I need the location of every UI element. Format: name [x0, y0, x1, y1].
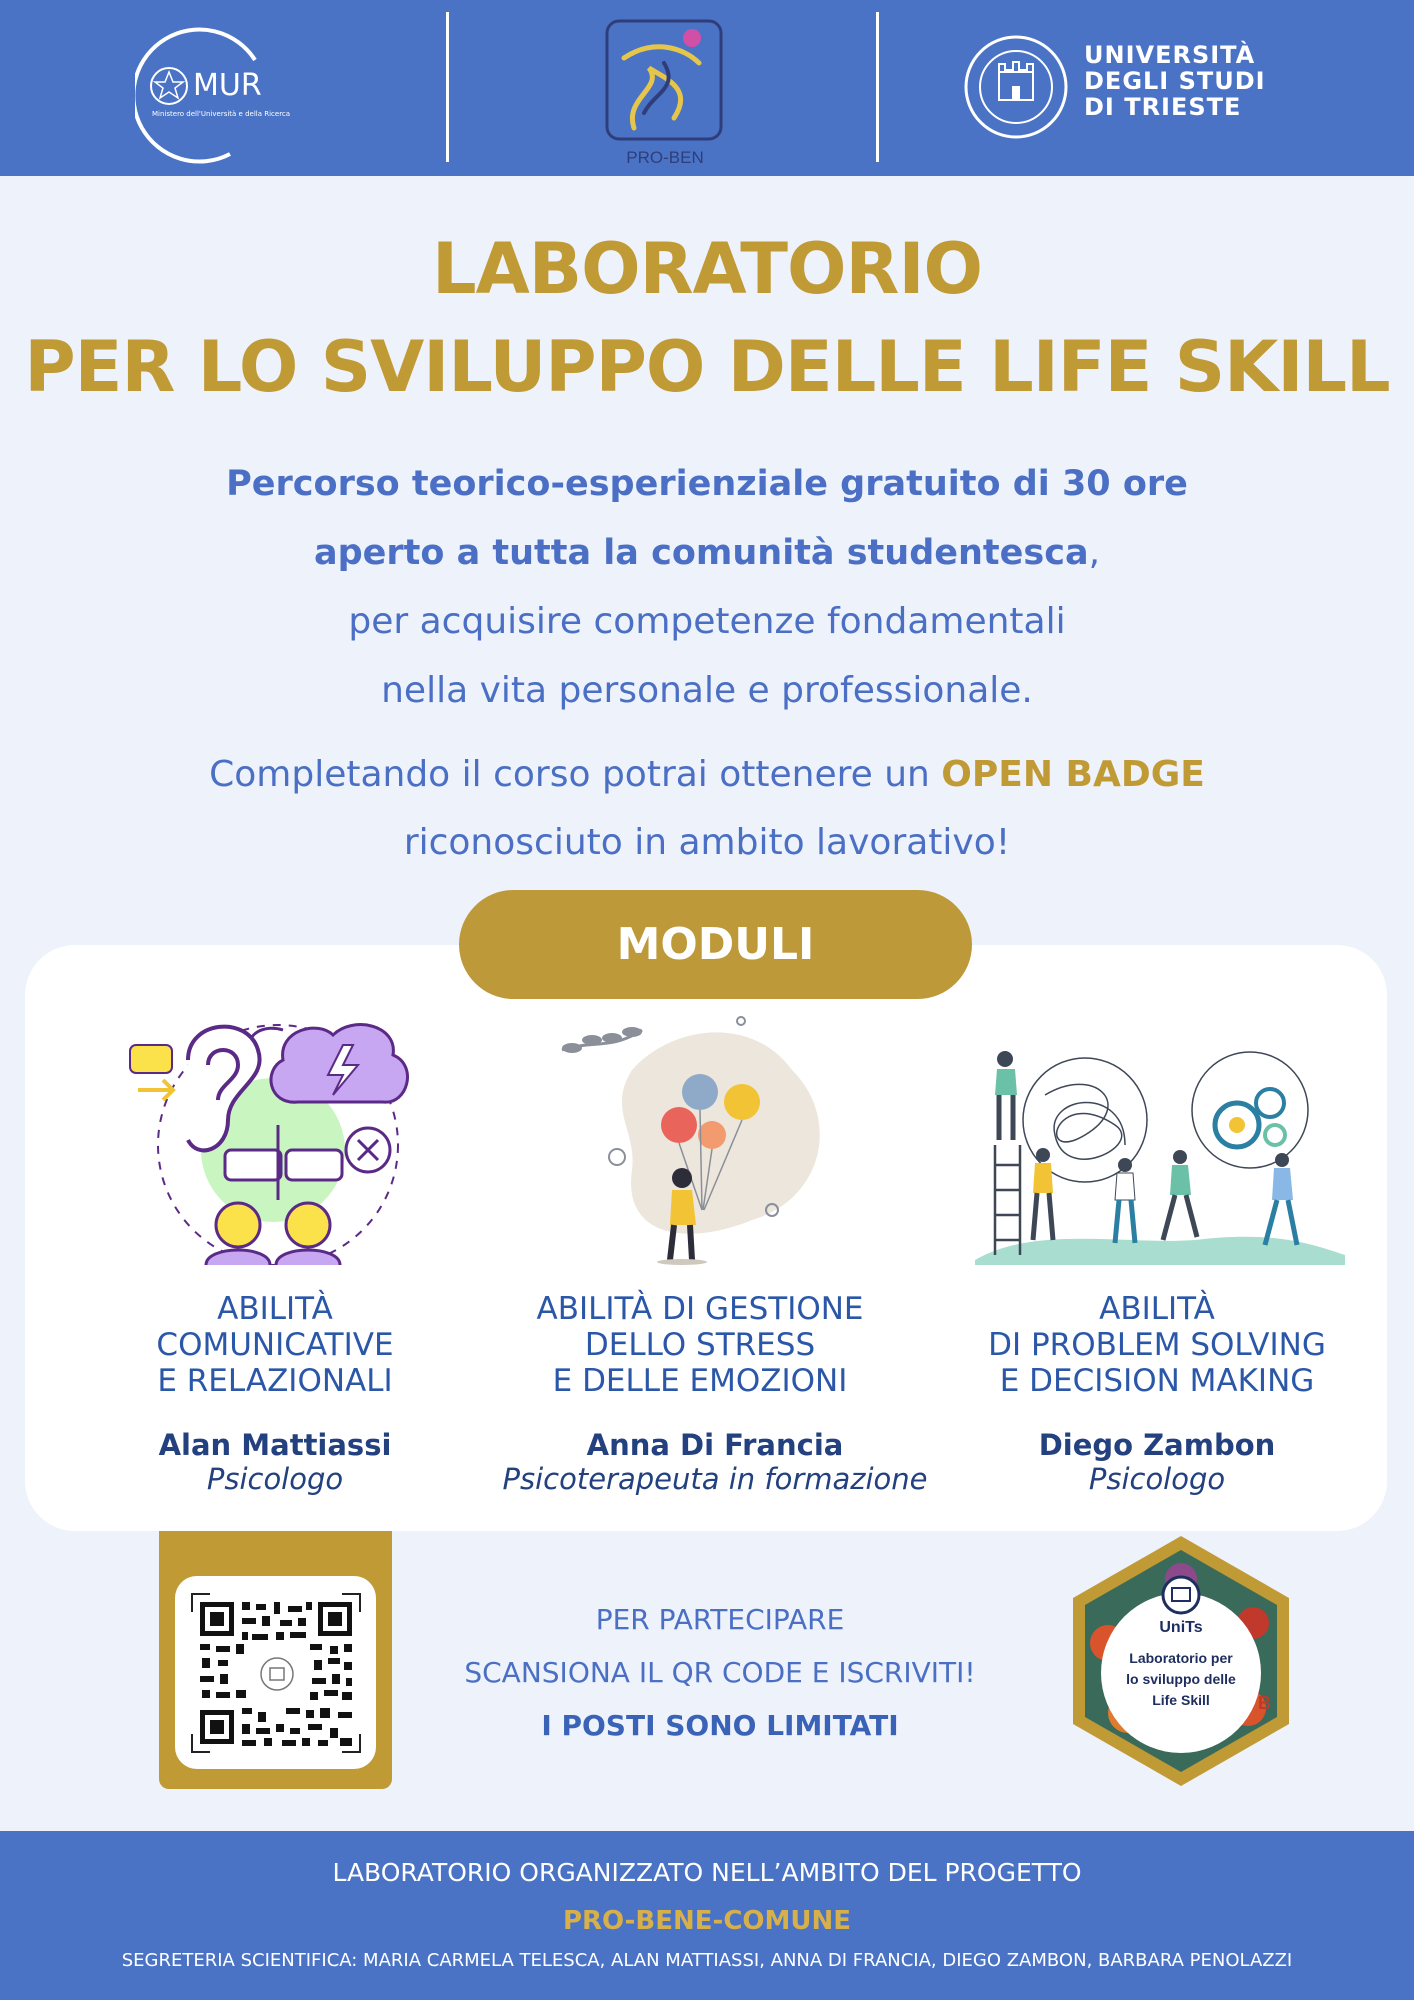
- module-teacher-role: Psicoterapeuta in formazione: [502, 1462, 928, 1496]
- intro-line-1: Percorso teorico-esperienziale gratuito di 30 ore: [226, 464, 1188, 504]
- intro-line-5: [0, 754, 1414, 795]
- module-title-communication: [55, 1291, 495, 1399]
- intro-line-2-bold: aperto a tutta la comunità studentesca: [313, 533, 1089, 573]
- signup-line-2: SCANSIONA IL QR CODE E ISCRIVITI!: [464, 1656, 976, 1689]
- pro-ben-logo-icon: [604, 18, 724, 144]
- qr-code-icon[interactable]: [190, 1592, 362, 1754]
- module-title-line: E DELLE EMOZIONI: [552, 1363, 848, 1399]
- intro-line-4: nella vita personale e professionale.: [381, 670, 1033, 711]
- intro-line-5-text: Completando il corso potrai ottenere un: [209, 754, 942, 795]
- module-title-line: ABILITÀ: [1099, 1291, 1215, 1327]
- module-title-line: ABILITÀ: [217, 1291, 333, 1327]
- module-title-line: COMUNICATIVE: [156, 1327, 394, 1363]
- module-title-line: E RELAZIONALI: [157, 1363, 393, 1399]
- intro-line-3: per acquisire competenze fondamentali: [348, 601, 1066, 642]
- university-name-line: DI TRIESTE: [1084, 93, 1242, 121]
- intro-line-2: [0, 532, 1414, 573]
- module-teacher-name: Anna Di Francia: [586, 1428, 844, 1462]
- page-title-line-1: LABORATORIO: [432, 228, 982, 310]
- university-name-line: UNIVERSITÀ: [1084, 41, 1256, 69]
- svg-text:B: B: [1258, 1693, 1271, 1713]
- emotions-balloons-illustration-icon: [552, 1010, 842, 1265]
- module-title-line: E DECISION MAKING: [999, 1363, 1315, 1399]
- university-name-line: DEGLI STUDI: [1084, 67, 1266, 95]
- module-teacher-name: Alan Mattiassi: [158, 1428, 392, 1462]
- problem-solving-illustration-icon: [975, 1045, 1345, 1265]
- open-badge-highlight: OPEN BADGE: [941, 754, 1205, 795]
- university-seal-icon: [963, 34, 1069, 140]
- intro-line-6: riconosciuto in ambito lavorativo!: [403, 822, 1011, 863]
- header-divider: [876, 12, 879, 162]
- page-title-line-2: PER LO SVILUPPO DELLE LIFE SKILL: [24, 326, 1390, 408]
- footer-bar: [0, 1831, 1414, 2000]
- university-name: [1084, 42, 1266, 120]
- badge-title-line: Laboratorio per: [1129, 1650, 1233, 1666]
- pro-ben-label: PRO-BEN: [626, 148, 704, 167]
- signup-line-3: I POSTI SONO LIMITATI: [541, 1709, 899, 1742]
- badge-org: UniTs: [1159, 1619, 1203, 1636]
- footer-project-name: PRO-BENE-COMUNE: [562, 1906, 852, 1936]
- module-teacher-role: Psicologo: [1088, 1462, 1226, 1496]
- module-title-line: ABILITÀ DI GESTIONE: [536, 1291, 864, 1327]
- header-divider: [446, 12, 449, 162]
- intro-line-2-rest: ,: [1088, 532, 1101, 573]
- signup-line-1: PER PARTECIPARE: [595, 1603, 845, 1636]
- module-title-line: DELLO STRESS: [584, 1327, 816, 1363]
- header-bar: [0, 0, 1414, 176]
- mur-label: MUR: [193, 68, 262, 103]
- footer-line-1: LABORATORIO ORGANIZZATO NELL’AMBITO DEL PROGETTO: [332, 1858, 1082, 1887]
- mur-subtitle: Ministero dell'Università e della Ricerca: [152, 110, 291, 118]
- footer-secretariat: SEGRETERIA SCIENTIFICA: MARIA CARMELA TELESCA, ALAN MATTIASSI, ANNA DI FRANCIA, DIEGO ZAMBON, BARBARA PENOLAZZI: [121, 1950, 1293, 1971]
- module-title-stress: [480, 1291, 920, 1399]
- badge-title-line: lo sviluppo delle: [1126, 1671, 1236, 1687]
- communication-illustration-icon: [128, 1010, 418, 1265]
- module-teacher-name: Diego Zambon: [1038, 1428, 1276, 1462]
- modules-label: MODULI: [459, 890, 972, 999]
- badge-title-line: Life Skill: [1152, 1692, 1210, 1708]
- module-teacher-role: Psicologo: [206, 1462, 344, 1496]
- module-title-line: DI PROBLEM SOLVING: [988, 1327, 1326, 1363]
- badge-title: [1101, 1648, 1261, 1711]
- module-title-problem-solving: [937, 1291, 1377, 1399]
